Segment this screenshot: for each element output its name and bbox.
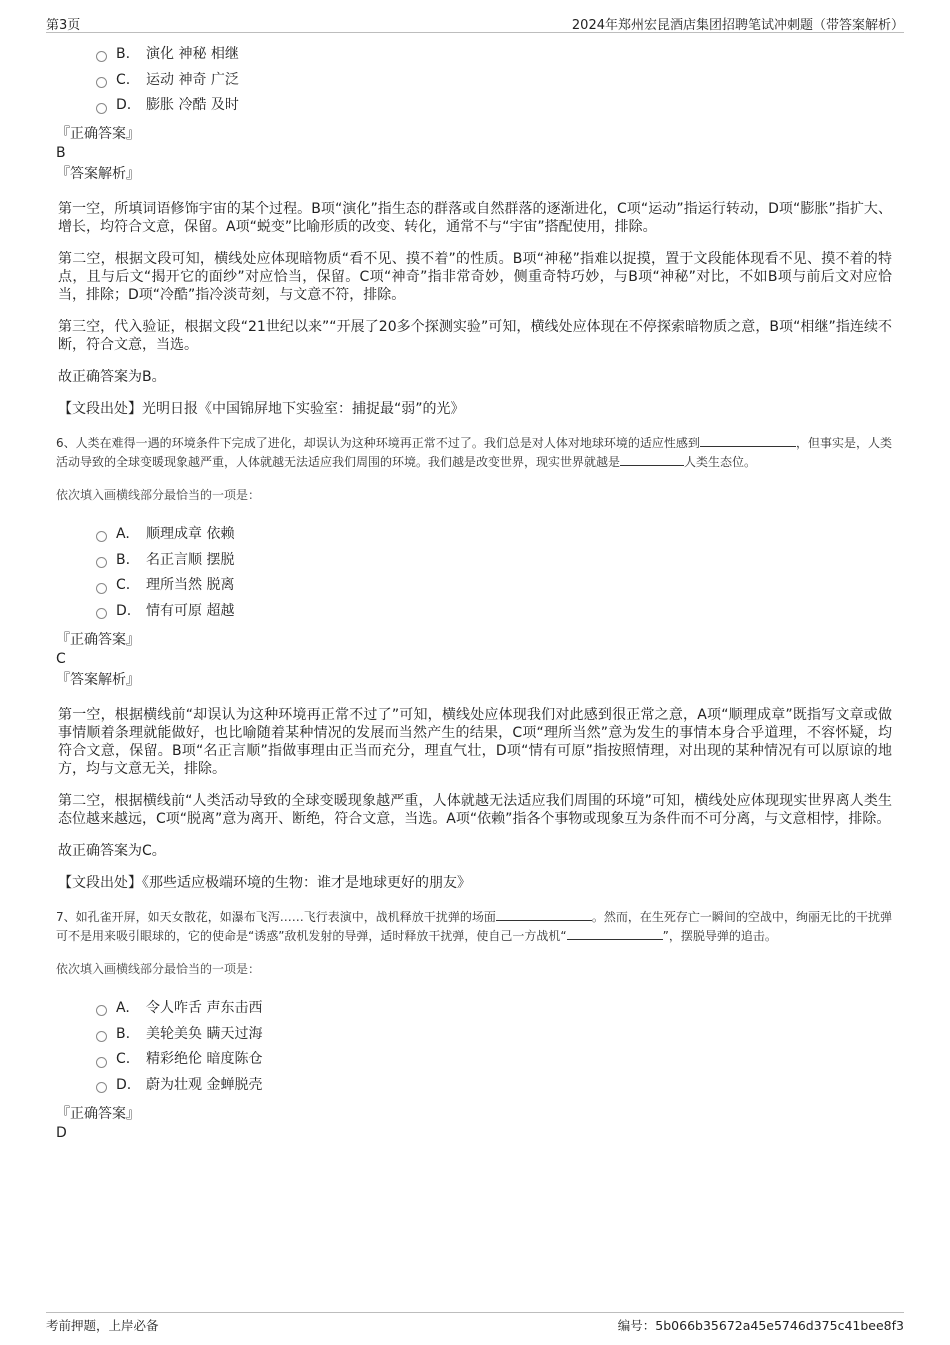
q7-answer-label: 『正确答案』 <box>56 1105 140 1122</box>
q7-option-b[interactable]: B. 美轮美奂 瞒天过海 <box>96 1022 892 1048</box>
q6-answer: C <box>56 650 66 667</box>
q5-option-d[interactable]: D. 膨胀 冷酷 及时 <box>96 93 892 119</box>
document-serial: 编号：5b066b35672a45e5746d375c41bee8f3 <box>617 1318 904 1333</box>
q6-option-d[interactable]: D. 情有可原 超越 <box>96 599 892 625</box>
q5-answer: B <box>56 145 66 162</box>
blank-line <box>620 453 684 466</box>
radio-icon[interactable] <box>96 103 107 114</box>
q7-answer: D <box>56 1124 67 1141</box>
q5-answer-label: 『正确答案』 <box>56 126 140 143</box>
q6-option-a[interactable]: A. 顺理成章 依赖 <box>96 522 892 548</box>
q5-analysis-para-2: 第二空，根据文段可知，横线处应体现暗物质“看不见、摸不着”的性质。B项“神秘”指难以捉摸，置于文段能体现看不见、摸不着的特点，且与后文“揭开它的面纱”对应恰当，保留。C项“神奇”指非常奇妙，侧重奇特巧妙，与B项“神秘”对比，不如B项与前后文对应恰当，排除；D项“冷酷”指冷淡苛刻，与文意不符，排除。 <box>58 251 892 304</box>
q6-analysis-para-2: 第二空，根据横线前“人类活动导致的全球变暖现象越严重，人体就越无法适应我们周围的环境”可知，横线处应体现现实世界离人类生态位越来越远，C项“脱离”意为离开、断绝，符合文意，当选。A项“依赖”指各个事物或现象互为条件而不可分离，与文意相悖，排除。 <box>58 792 892 827</box>
q6-source: 【文段出处】《那些适应极端环境的生物：谁才是地球更好的朋友》 <box>58 874 471 891</box>
q6-stem: 6、人类在难得一遇的环境条件下完成了进化，却误认为这种环境再正常不过了。我们总是对人体对地球环境的适应性感到 ，但事实是，人类活动导致的全球变暖现象越严重，人体就越无法适应我们周围的环境。我们越是改变世界，现实世界就越是 人类生态位。 <box>56 436 892 470</box>
q5-analysis-para-1: 第一空，所填词语修饰宇宙的某个过程。B项“演化”指生态的群落或自然群落的逐渐进化，C项“运动”指运行转动，D项“膨胀”指扩大、增长，均符合文意，保留。A项“蜕变”比喻形质的改变、转化，通常不与“宇宙”搭配使用，排除。 <box>58 201 892 236</box>
blank-line <box>567 927 663 940</box>
q6-option-b[interactable]: B. 名正言顺 摆脱 <box>96 548 892 574</box>
q6-options <box>96 522 892 625</box>
q6-prompt: 依次填入画横线部分最恰当的一项是： <box>56 488 261 503</box>
q7-option-c[interactable]: C. 精彩绝伦 暗度陈仓 <box>96 1047 892 1073</box>
radio-icon[interactable] <box>96 531 107 542</box>
q7-prompt: 依次填入画横线部分最恰当的一项是： <box>56 961 261 976</box>
blank-line <box>700 434 796 447</box>
q6-option-c[interactable]: C. 理所当然 脱离 <box>96 573 892 599</box>
q5-option-b[interactable]: B. 演化 神秘 相继 <box>96 42 892 68</box>
q5-analysis-para-3: 第三空，代入验证，根据文段“21世纪以来”“开展了20多个探测实验”可知，横线处应体现在不停探索暗物质之意，B项“相继”指连续不断，符合文意，当选。 <box>58 319 892 354</box>
radio-icon[interactable] <box>96 1031 107 1042</box>
q5-options <box>96 42 892 119</box>
q5-option-c[interactable]: C. 运动 神奇 广泛 <box>96 68 892 94</box>
document-body <box>56 42 892 1145</box>
q6-analysis-label: 『答案解析』 <box>56 671 140 688</box>
q6-analysis-para-1: 第一空，根据横线前“却误认为这种环境再正常不过了”可知，横线处应体现我们对此感到很正常之意，A项“顺理成章”既指写文章或做事情顺着条理就能做好，也比喻随着某种情况的发展而当然产生的结果，C项“理所当然”意为发生的事情本身合乎道理，不容怀疑，均符合文意，保留。B项“名正言顺”指做事理由正当而充分，理直气壮，D项“情有可原”指按照情理，对出现的某种情况有可以原谅的地方，均与文意无关，排除。 <box>58 706 892 777</box>
page-footer <box>46 1312 904 1337</box>
radio-icon[interactable] <box>96 583 107 594</box>
q7-option-a[interactable]: A. 令人咋舌 声东击西 <box>96 996 892 1022</box>
q5-source: 【文段出处】光明日报《中国锦屏地下实验室：捕捉最“弱”的光》 <box>58 401 465 418</box>
radio-icon[interactable] <box>96 1057 107 1068</box>
q6-conclusion: 故正确答案为C。 <box>58 842 166 859</box>
footer-slogan: 考前押题，上岸必备 <box>46 1318 159 1333</box>
q7-option-d[interactable]: D. 蔚为壮观 金蝉脱壳 <box>96 1073 892 1099</box>
q5-analysis-label: 『答案解析』 <box>56 166 140 183</box>
page-number: 第3页 <box>46 18 81 33</box>
q7-stem: 7、如孔雀开屏，如天女散花，如瀑布飞泻……飞行表演中，战机释放干扰弹的场面 。然而，在生死存亡一瞬间的空战中，绚丽无比的干扰弹可不是用来吸引眼球的，它的使命是“诱惑”敌机发射的导弹，适时释放干扰弹，使自己一方战机“ ”，摆脱导弹的追击。 <box>56 909 892 943</box>
document-title: 2024年郑州宏昆酒店集团招聘笔试冲刺题（带答案解析） <box>571 18 904 33</box>
radio-icon[interactable] <box>96 557 107 568</box>
radio-icon[interactable] <box>96 1005 107 1016</box>
radio-icon[interactable] <box>96 608 107 619</box>
page-header <box>46 12 904 33</box>
q6-answer-label: 『正确答案』 <box>56 631 140 648</box>
radio-icon[interactable] <box>96 1082 107 1093</box>
radio-icon[interactable] <box>96 77 107 88</box>
q5-conclusion: 故正确答案为B。 <box>58 369 166 386</box>
blank-line <box>496 908 592 921</box>
radio-icon[interactable] <box>96 51 107 62</box>
q7-options <box>96 996 892 1099</box>
